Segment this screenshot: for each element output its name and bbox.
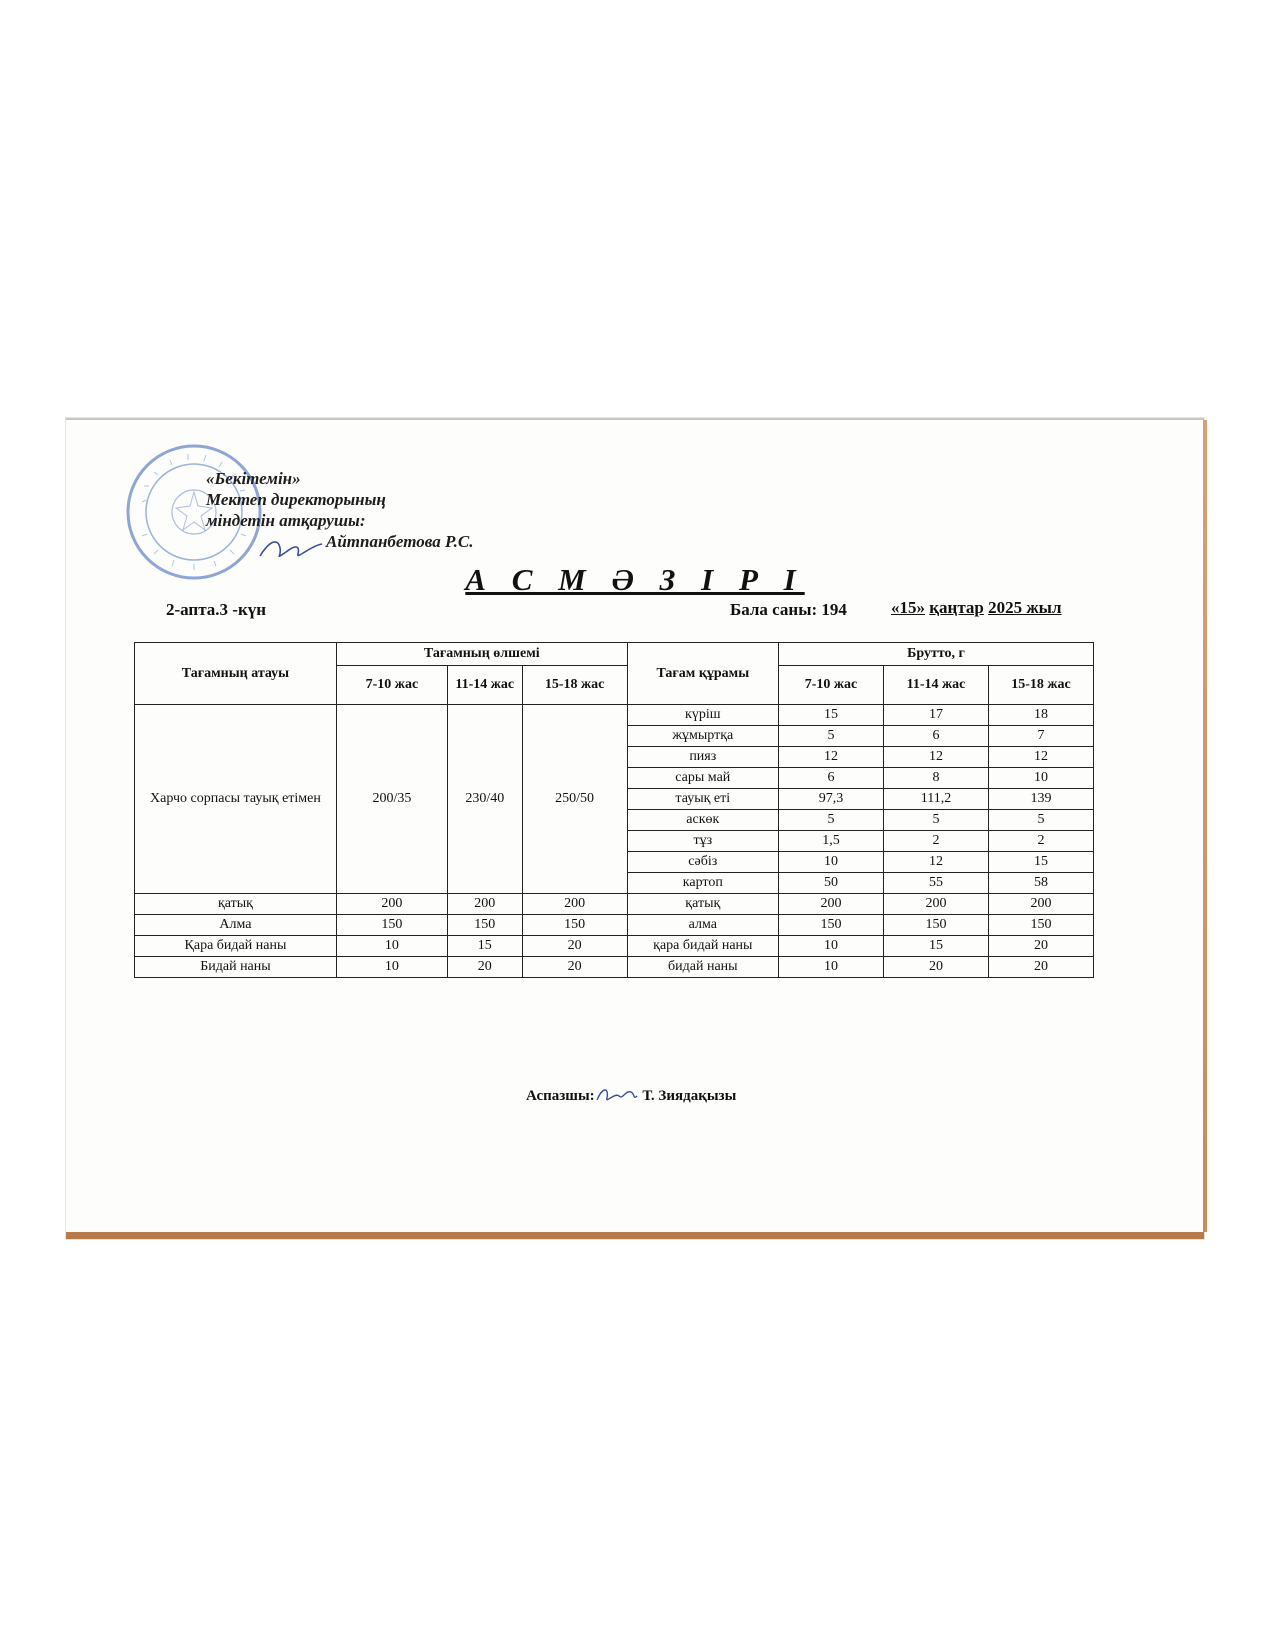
portion-cell: 20 [522,957,627,978]
header-portion-age-15-18: 15-18 жас [522,666,627,705]
portion-cell: 150 [336,915,447,936]
table-row [135,915,1094,936]
ingredient-cell: пияз [627,747,778,768]
header-gross: Брутто, г [779,643,1094,666]
cook-signature-icon [595,1084,639,1106]
approval-position-line2: міндетін атқарушы: [206,511,366,530]
ingredient-cell: қара бидай наны [627,936,778,957]
ingredient-cell: аскөк [627,810,778,831]
gross-cell: 5 [988,810,1093,831]
portion-cell: 200 [336,894,447,915]
gross-cell: 58 [988,873,1093,894]
portion-cell: 15 [447,936,522,957]
gross-cell: 12 [883,747,988,768]
date-month: қаңтар [929,598,984,617]
ingredient-cell: тауық еті [627,789,778,810]
dish-name-cell: Харчо сорпасы тауық етімен [135,705,337,894]
gross-cell: 1,5 [779,831,884,852]
dish-name-cell: Бидай наны [135,957,337,978]
gross-cell: 200 [883,894,988,915]
cook-signature-line [526,1084,736,1106]
header-gross-age-7-10: 7-10 жас [779,666,884,705]
portion-cell: 20 [447,957,522,978]
portion-cell: 250/50 [522,705,627,894]
gross-cell: 139 [988,789,1093,810]
portion-cell: 20 [522,936,627,957]
portion-cell: 10 [336,936,447,957]
menu-date [891,598,1062,618]
ingredient-cell: тұз [627,831,778,852]
gross-cell: 150 [988,915,1093,936]
table-row [135,936,1094,957]
gross-cell: 150 [883,915,988,936]
approval-block [206,468,473,552]
gross-cell: 17 [883,705,988,726]
header-gross-age-11-14: 11-14 жас [883,666,988,705]
header-portion-age-11-14: 11-14 жас [447,666,522,705]
gross-cell: 2 [883,831,988,852]
director-signature-icon [256,534,326,564]
dish-name-cell: Қара бидай наны [135,936,337,957]
gross-cell: 200 [988,894,1093,915]
gross-cell: 15 [779,705,884,726]
menu-sheet [66,418,1204,1239]
gross-cell: 2 [988,831,1093,852]
gross-cell: 15 [883,936,988,957]
other-dishes-body [135,894,1094,978]
paper-edge [1203,420,1207,1232]
children-count: Бала саны: 194 [730,600,847,619]
gross-cell: 5 [779,810,884,831]
gross-cell: 12 [988,747,1093,768]
approval-name: Айтпанбетова Р.С. [326,532,474,551]
gross-cell: 18 [988,705,1093,726]
ingredient-cell: жұмыртқа [627,726,778,747]
gross-cell: 20 [883,957,988,978]
gross-cell: 10 [988,768,1093,789]
gross-cell: 5 [883,810,988,831]
dish-name-cell: Алма [135,915,337,936]
date-year: 2025 жыл [988,598,1062,617]
gross-cell: 200 [779,894,884,915]
ingredient-cell: сәбіз [627,852,778,873]
portion-cell: 200/35 [336,705,447,894]
portion-cell: 200 [522,894,627,915]
gross-cell: 15 [988,852,1093,873]
ingredient-cell: қатық [627,894,778,915]
header-gross-age-15-18: 15-18 жас [988,666,1093,705]
gross-cell: 20 [988,957,1093,978]
portion-cell: 150 [522,915,627,936]
gross-cell: 12 [883,852,988,873]
gross-cell: 10 [779,957,884,978]
week-day-label: 2-апта.3 -күн [166,600,267,619]
header-dish-name: Тағамның атауы [135,643,337,705]
menu-table [134,642,1094,978]
gross-cell: 111,2 [883,789,988,810]
ingredient-cell: сары май [627,768,778,789]
header-portion-size: Тағамның өлшемі [336,643,627,666]
ingredient-cell: күріш [627,705,778,726]
table-row [135,957,1094,978]
gross-cell: 50 [779,873,884,894]
cook-name: Т. Зиядақызы [642,1088,737,1104]
gross-cell: 20 [988,936,1093,957]
portion-cell: 230/40 [447,705,522,894]
gross-cell: 12 [779,747,884,768]
gross-cell: 97,3 [779,789,884,810]
gross-cell: 55 [883,873,988,894]
gross-cell: 6 [779,768,884,789]
gross-cell: 5 [779,726,884,747]
header-composition: Тағам құрамы [627,643,778,705]
gross-cell: 10 [779,852,884,873]
approval-heading: «Бекітемін» [206,469,301,488]
gross-cell: 10 [779,936,884,957]
cook-label: Аспазшы: [526,1088,595,1104]
ingredient-cell: бидай наны [627,957,778,978]
ingredient-cell: картоп [627,873,778,894]
main-dish-body [135,705,1094,894]
gross-cell: 8 [883,768,988,789]
gross-cell: 6 [883,726,988,747]
portion-cell: 200 [447,894,522,915]
gross-cell: 7 [988,726,1093,747]
header-portion-age-7-10: 7-10 жас [336,666,447,705]
portion-cell: 150 [447,915,522,936]
table-row [135,894,1094,915]
date-day: «15» [891,598,925,617]
portion-cell: 10 [336,957,447,978]
page-title: А С М Ә З І Р І [465,562,805,597]
approval-position-line1: Мектеп директорының [206,490,386,509]
gross-cell: 150 [779,915,884,936]
dish-name-cell: қатық [135,894,337,915]
table-row [135,705,1094,726]
ingredient-cell: алма [627,915,778,936]
